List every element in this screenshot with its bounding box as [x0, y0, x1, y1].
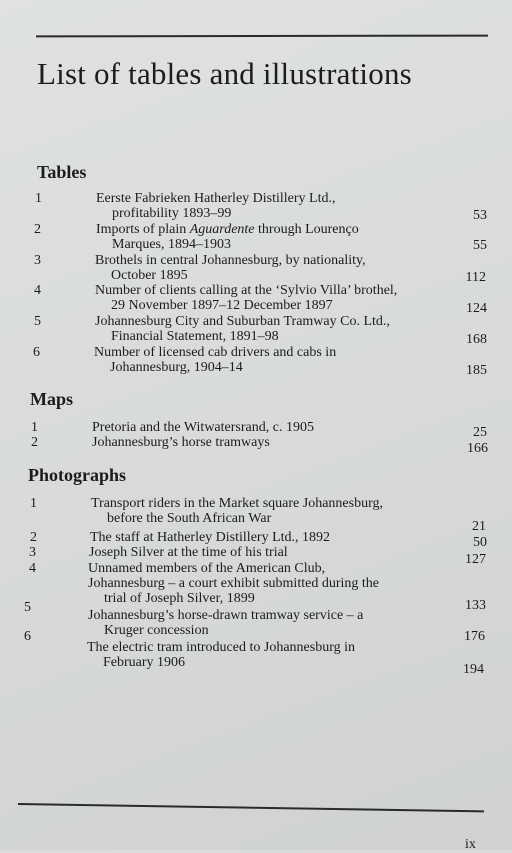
entry-title-continued: trial of Joseph Silver, 1899 [104, 591, 255, 606]
entry-title-continued: profitability 1893–99 [112, 206, 232, 221]
entry-page-number: 185 [466, 363, 487, 378]
entry-title-continued: Financial Statement, 1891–98 [111, 329, 279, 344]
entry-title: Brothels in central Johannesburg, by nationality, [95, 253, 366, 268]
entry-number: 2 [31, 435, 38, 450]
page-title: List of tables and illustrations [37, 56, 412, 91]
entry-title-continued: Johannesburg – a court exhibit submitted during the [88, 576, 379, 591]
entry-page-number: 21 [472, 519, 486, 534]
list-item [0, 345, 512, 378]
entry-number: 1 [30, 496, 37, 511]
entry-title: Transport riders in the Market square Johannesburg, [91, 496, 384, 511]
entry-page-number: 127 [465, 552, 486, 567]
list-item [0, 545, 512, 567]
list-item [0, 222, 512, 252]
entry-number: 3 [29, 545, 36, 560]
entry-title-continued: before the South African War [107, 511, 272, 526]
entry-title-continued: Kruger concession [104, 623, 209, 638]
list-item [0, 191, 512, 221]
entry-title-continued: Johannesburg, 1904–14 [110, 360, 243, 375]
top-rule [36, 35, 488, 38]
entry-title-continued: February 1906 [103, 655, 186, 670]
bottom-rule [18, 803, 484, 812]
list-item [0, 314, 512, 347]
entry-number: 5 [34, 314, 41, 329]
entry-title: The electric tram introduced to Johannesburg in [87, 640, 355, 655]
list-item [0, 496, 512, 534]
section-heading-tables: Tables [37, 162, 87, 182]
entry-title-continued: October 1895 [111, 268, 188, 283]
entry-page-number: 168 [466, 332, 487, 347]
list-item [0, 283, 512, 316]
entry-number: 2 [30, 530, 37, 545]
entry-number: 6 [33, 345, 40, 360]
entry-page-number: 133 [465, 598, 486, 613]
entry-title-continued: Marques, 1894–1903 [112, 237, 231, 252]
entry-title: Imports of plain Aguardente through Lourenço [96, 222, 359, 237]
entry-number: 2 [34, 222, 41, 237]
folio-page-number: ix [465, 837, 476, 852]
entry-page-number: 176 [464, 629, 485, 644]
entry-page-number: 25 [473, 425, 487, 440]
entry-number: 4 [29, 561, 36, 576]
entry-page-number: 50 [473, 535, 487, 550]
list-item [0, 253, 512, 283]
list-item [0, 435, 512, 456]
entry-title: The staff at Hatherley Distillery Ltd., 1892 [90, 530, 331, 545]
entry-title: Johannesburg’s horse-drawn tramway service – a [88, 608, 364, 623]
entry-page-number: 194 [463, 662, 484, 677]
entry-title: Number of clients calling at the ‘Sylvio Villa’ brothel, [95, 283, 398, 298]
entry-number: 4 [34, 283, 41, 298]
entry-number: 3 [34, 253, 41, 268]
entry-title: Number of licensed cab drivers and cabs in [94, 345, 337, 360]
section-heading-maps: Maps [30, 389, 74, 409]
entry-page-number: 53 [473, 208, 487, 223]
section-heading-photographs: Photographs [28, 465, 127, 485]
entry-title: Johannesburg City and Suburban Tramway Co. Ltd., [95, 314, 390, 329]
entry-page-number: 166 [467, 441, 488, 456]
entry-page-number: 124 [466, 301, 487, 316]
list-item [0, 561, 512, 613]
entry-title: Johannesburg’s horse tramways [92, 435, 270, 450]
entry-title: Eerste Fabrieken Hatherley Distillery Ltd., [96, 191, 336, 206]
entry-title: Joseph Silver at the time of his trial [89, 545, 288, 560]
list-item [0, 530, 512, 550]
entry-title: Unnamed members of the American Club, [88, 561, 326, 576]
entry-number: 6 [24, 629, 31, 644]
entry-number: 1 [31, 420, 38, 435]
entry-number: 5 [24, 600, 31, 615]
entry-page-number: 55 [473, 238, 487, 253]
list-item [0, 420, 512, 440]
entry-title: Pretoria and the Witwatersrand, c. 1905 [92, 420, 314, 435]
entry-number: 1 [35, 191, 42, 206]
entry-title-continued: 29 November 1897–12 December 1897 [111, 298, 333, 313]
entry-page-number: 112 [465, 270, 486, 285]
